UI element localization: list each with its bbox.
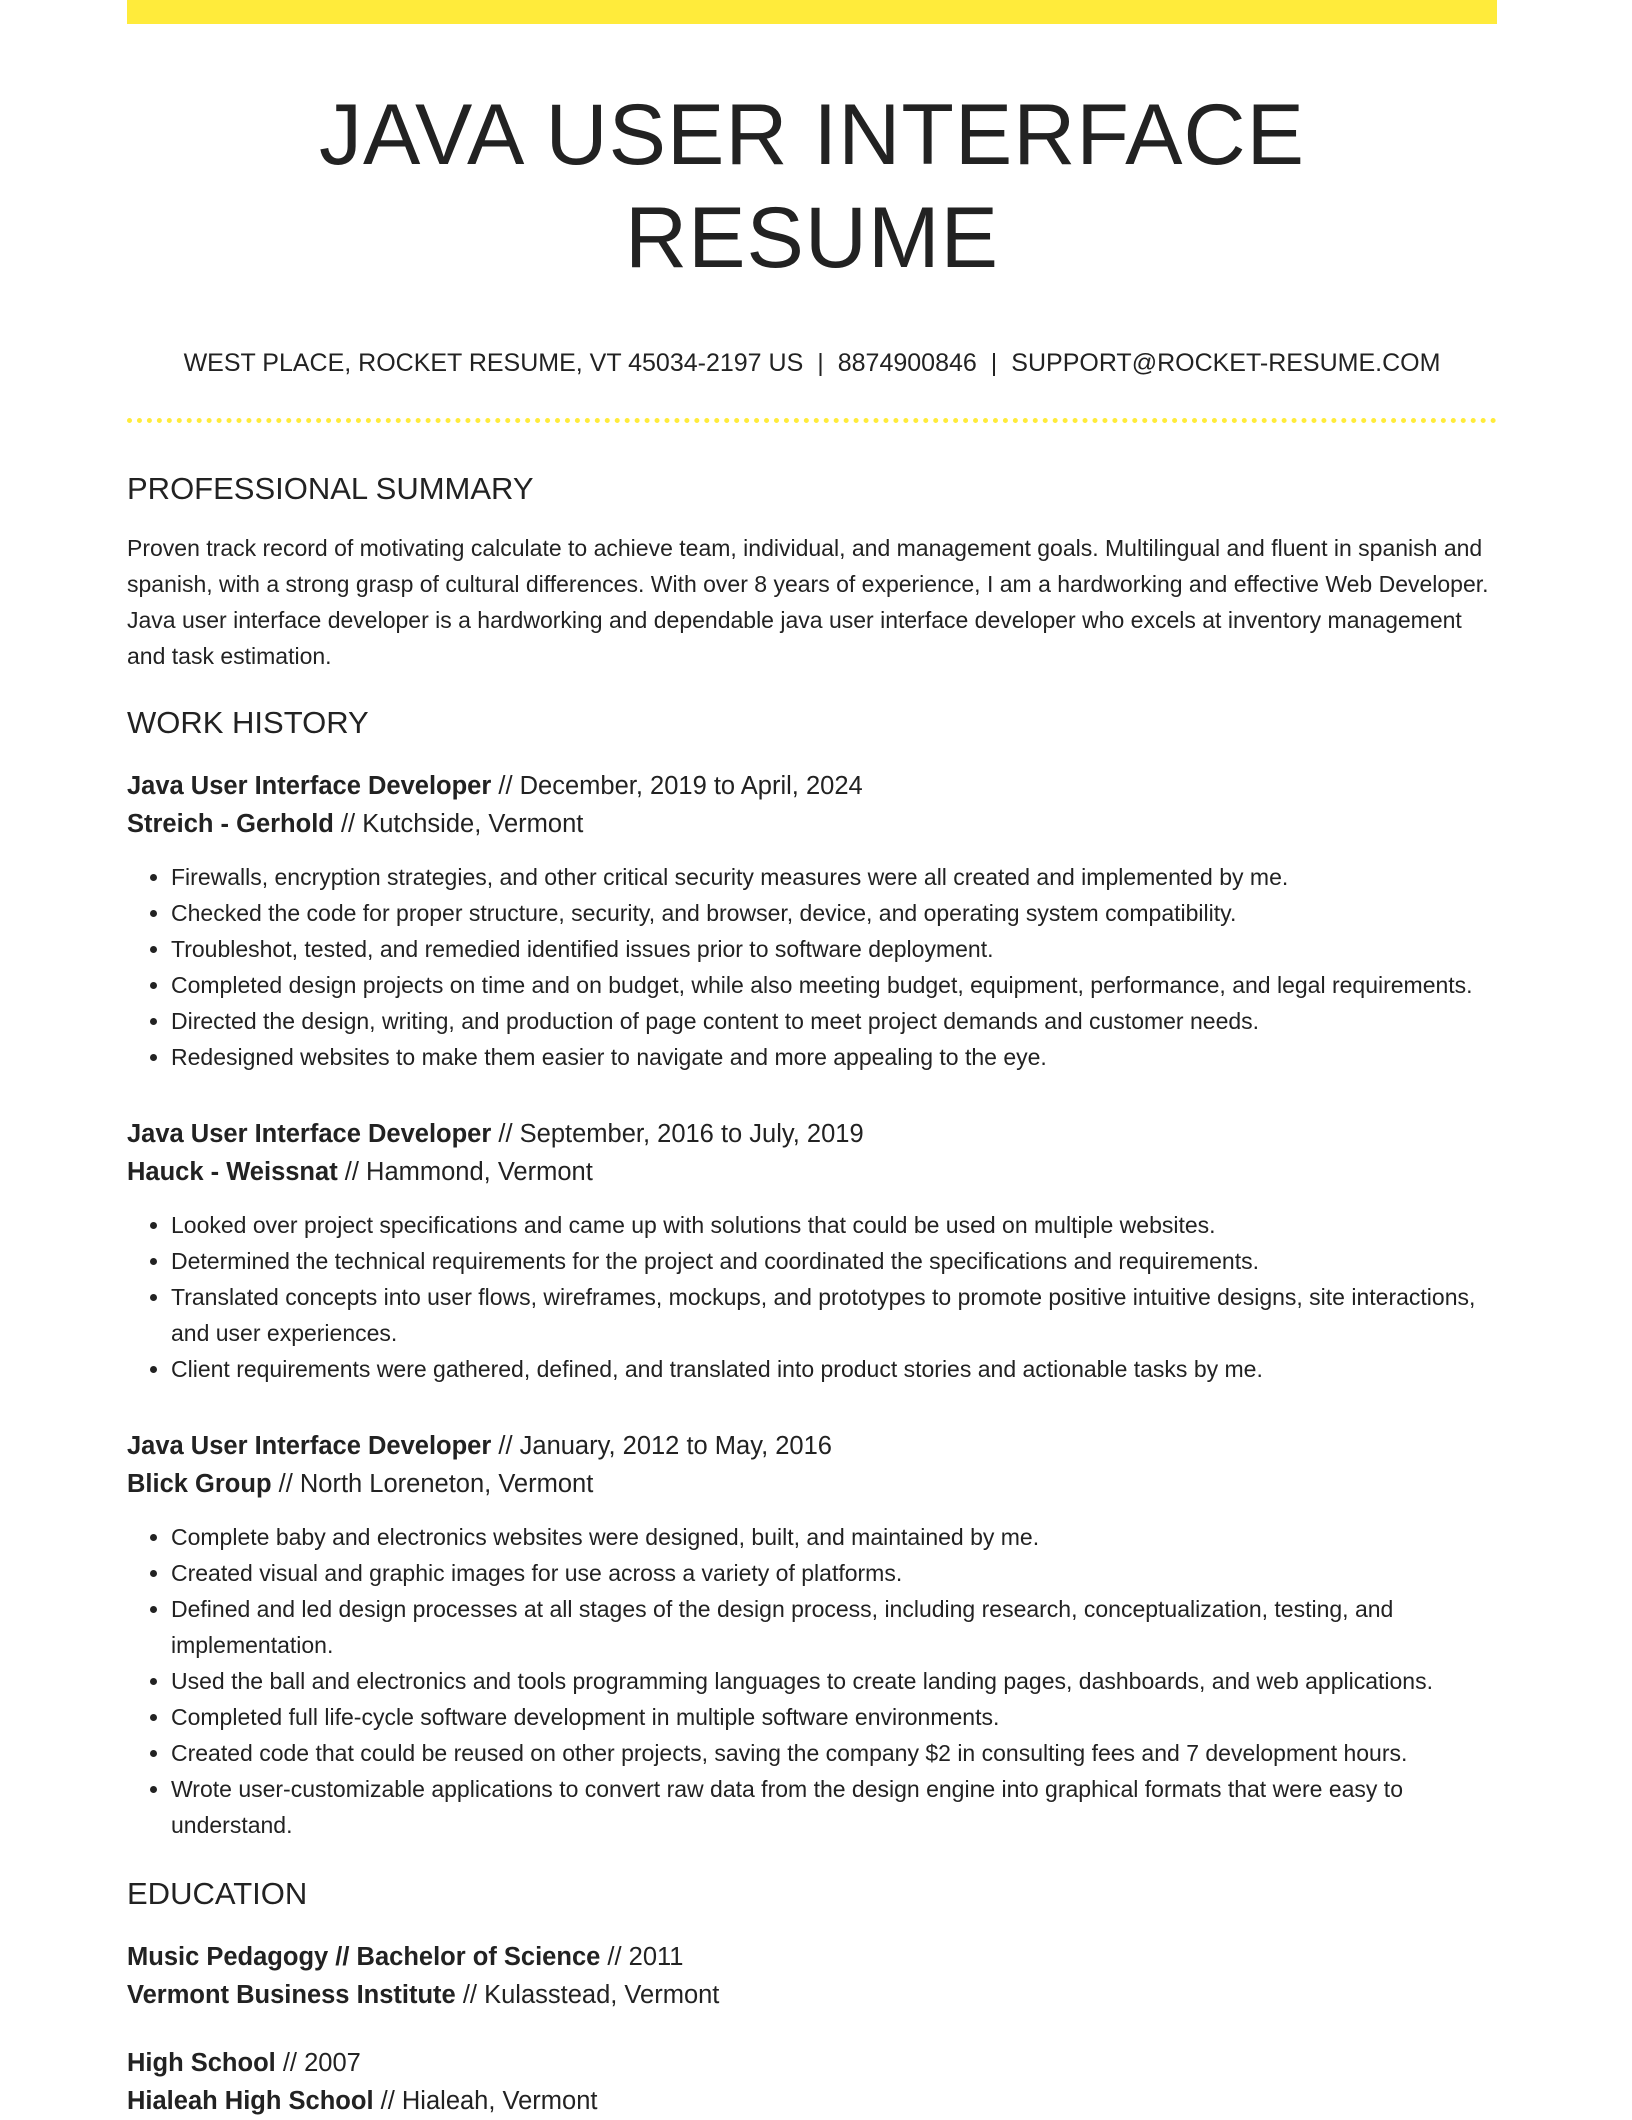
job-location: // Hammond, Vermont [337,1157,593,1186]
job-bullet: • Completed design projects on time and on budget, while also meeting budget, equipment, performance, and legal requirements. [171,967,1497,1003]
job-bullet: • Redesigned websites to make them easier to navigate and more appealing to the eye. [171,1039,1497,1075]
job-entry [127,767,1497,1075]
education-degree: High School [127,2048,276,2077]
job-role: Java User Interface Developer [127,771,492,800]
job-dates: // December, 2019 to April, 2024 [491,771,863,800]
job-bullet: • Created visual and graphic images for use across a variety of platforms. [171,1555,1497,1591]
contact-line [127,348,1497,378]
dotted-divider [127,418,1497,423]
education-location: // Hialeah, Vermont [373,2086,598,2115]
work-history-list [127,767,1497,1843]
job-bullet: • Complete baby and electronics websites were designed, built, and maintained by me. [171,1519,1497,1555]
education-heading: EDUCATION [127,1875,308,1911]
job-company: Streich - Gerhold [127,809,334,838]
education-list [127,1938,1497,2120]
resume-title: JAVA USER INTERFACE RESUME [319,87,1305,287]
job-location: // Kutchside, Vermont [333,809,584,838]
job-bullet-list [127,1519,1497,1843]
education-degree-line [127,1938,1497,1976]
job-bullet: • Troubleshot, tested, and remedied identified issues prior to software deployment. [171,931,1497,967]
resume-page [127,0,1497,2120]
job-bullet: • Wrote user-customizable applications to convert raw data from the design engine into graphical formats that were easy to understand. [171,1771,1497,1843]
job-bullet: • Checked the code for proper structure, security, and browser, device, and operating system compatibility. [171,895,1497,931]
education-year: // 2011 [600,1942,684,1971]
job-bullet: • Firewalls, encryption strategies, and other critical security measures were all created and implemented by me. [171,859,1497,895]
education-year: // 2007 [275,2048,361,2077]
job-title-line [127,1115,1497,1153]
contact-phone: 8874900846 [837,349,977,378]
job-bullet: • Defined and led design processes at all stages of the design process, including research, conceptualization, testing, and implementation. [171,1591,1497,1663]
education-degree: Music Pedagogy // Bachelor of Science [127,1942,601,1971]
job-dates: // January, 2012 to May, 2016 [491,1431,832,1460]
education-school-line [127,2082,1497,2120]
education-school-line [127,1976,1497,2014]
job-role: Java User Interface Developer [127,1431,492,1460]
education-entry [127,2044,1497,2120]
job-entry [127,1427,1497,1843]
work-history-heading: WORK HISTORY [127,704,369,740]
education-entry [127,1938,1497,2014]
education-location: // Kulasstead, Vermont [455,1980,720,2009]
education-degree-line [127,2044,1497,2082]
contact-separator: | [990,349,998,378]
education-school: Vermont Business Institute [127,1980,456,2009]
job-title-line [127,767,1497,805]
job-bullet-list [127,859,1497,1075]
job-company: Hauck - Weissnat [127,1157,338,1186]
job-entry [127,1115,1497,1387]
job-bullet: • Completed full life-cycle software development in multiple software environments. [171,1699,1497,1735]
job-bullet: • Used the ball and electronics and tools programming languages to create landing pages, dashboards, and web applications. [171,1663,1497,1699]
contact-separator: | [817,349,824,378]
job-bullet: • Client requirements were gathered, defined, and translated into product stories and actionable tasks by me. [171,1351,1497,1387]
job-company-line [127,1465,1497,1503]
job-bullet: • Directed the design, writing, and production of page content to meet project demands and customer needs. [171,1003,1497,1039]
job-company-line [127,1153,1497,1191]
top-accent-bar [127,0,1497,24]
summary-text: Proven track record of motivating calculate to achieve team, individual, and management goals. Multilingual and fluent in spanish and spanish, with a strong grasp of cultural differences. With over 8 years of experience, I am a hardworking and effective Web Developer. Java user interface developer is a hardworking and dependable java user interface developer who excels at inventory management and task estimation. [127,534,1489,669]
job-title-line [127,1427,1497,1465]
job-bullet: • Created code that could be reused on other projects, saving the company $2 in consulting fees and 7 development hours. [171,1735,1497,1771]
job-bullet: • Translated concepts into user flows, wireframes, mockups, and prototypes to promote positive intuitive designs, site interactions, and user experiences. [171,1279,1497,1351]
job-company-line [127,805,1497,843]
job-bullet: • Looked over project specifications and came up with solutions that could be used on multiple websites. [171,1207,1497,1243]
job-bullet-list [127,1207,1497,1387]
summary-heading: PROFESSIONAL SUMMARY [127,471,534,507]
job-company: Blick Group [127,1469,272,1498]
contact-email[interactable]: SUPPORT@ROCKET-RESUME.COM [1011,349,1441,378]
job-dates: // September, 2016 to July, 2019 [491,1119,864,1148]
job-role: Java User Interface Developer [127,1119,492,1148]
job-location: // North Loreneton, Vermont [271,1469,594,1498]
contact-address: WEST PLACE, ROCKET RESUME, VT 45034-2197 US [183,349,804,378]
job-bullet: • Determined the technical requirements for the project and coordinated the specifications and requirements. [171,1243,1497,1279]
education-school: Hialeah High School [127,2086,374,2115]
